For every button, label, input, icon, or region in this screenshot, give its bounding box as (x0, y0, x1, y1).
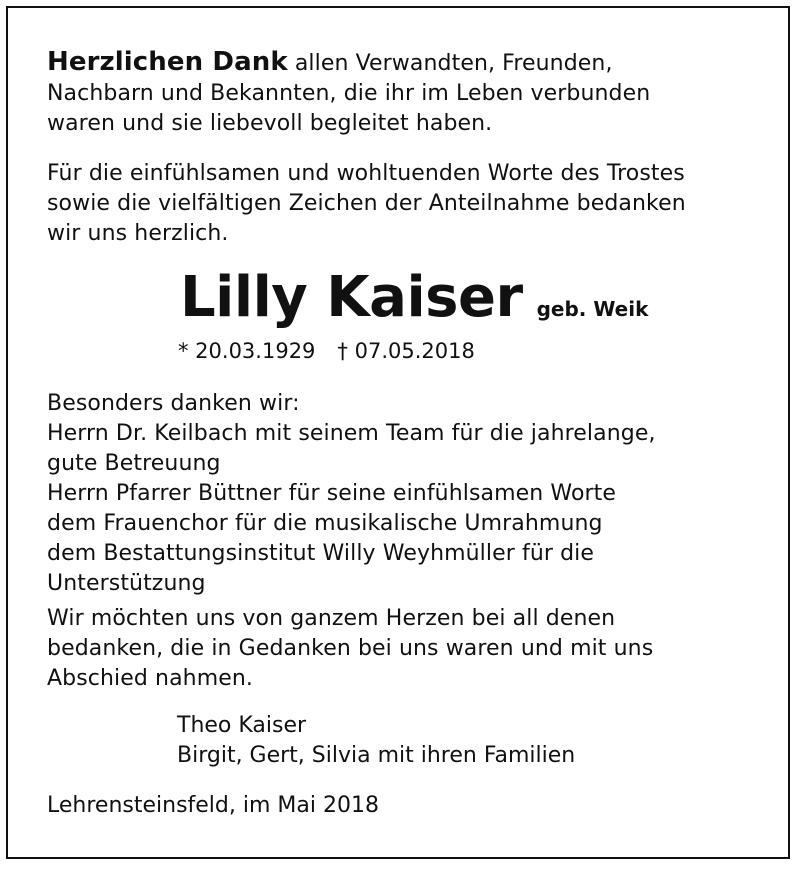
closing-line: Abschied nahmen. (47, 666, 253, 691)
comfort-line-3: wir uns herzlich. (47, 221, 229, 246)
signature-line-2: Birgit, Gert, Silvia mit ihren Familien (177, 743, 576, 768)
intro-line-2: Nachbarn und Bekannten, die ihr im Leben verbunden (47, 81, 651, 106)
deceased-name: Lilly Kaiser (180, 265, 523, 330)
special-thanks-paragraph (47, 389, 656, 599)
comfort-line-2: sowie die vielfältigen Zeichen der Anteilnahme bedanken (47, 191, 686, 216)
thanks-line: Unterstützung (47, 571, 206, 596)
thanks-line: dem Bestattungsinstitut Willy Weyhmüller für die (47, 541, 595, 566)
closing-line: bedanken, die in Gedanken bei uns waren und mit uns (47, 636, 654, 661)
intro-line-1 (47, 47, 650, 79)
thanks-line: Besonders danken wir: (47, 391, 300, 416)
place-and-date: Lehrensteinsfeld, im Mai 2018 (47, 793, 379, 818)
comfort-line-1: Für die einfühlsamen und wohltuenden Worte des Trostes (47, 161, 685, 186)
comfort-paragraph (47, 159, 686, 249)
thanks-line: Herrn Dr. Keilbach mit seinem Team für die jahrelange, (47, 421, 656, 446)
intro-line-3: waren und sie liebevoll begleitet haben. (47, 111, 493, 136)
death-date: † 07.05.2018 (337, 339, 475, 363)
intro-paragraph (47, 47, 650, 139)
closing-paragraph (47, 604, 653, 694)
intro-lead: Herzlichen Dank (47, 47, 288, 77)
intro-line-1-rest: allen Verwandten, Freunden, (294, 51, 613, 76)
signatures (177, 711, 575, 771)
birth-date: * 20.03.1929 (178, 339, 316, 363)
signature-line-1: Theo Kaiser (177, 713, 307, 738)
life-dates (178, 336, 475, 366)
thanks-line: gute Betreuung (47, 451, 221, 476)
birth-name: geb. Weik (536, 297, 649, 321)
thanks-line: Herrn Pfarrer Büttner für seine einfühlsamen Worte (47, 481, 617, 506)
deceased-name-block (180, 265, 649, 330)
closing-line: Wir möchten uns von ganzem Herzen bei all denen (47, 606, 616, 631)
thanks-line: dem Frauenchor für die musikalische Umrahmung (47, 511, 603, 536)
